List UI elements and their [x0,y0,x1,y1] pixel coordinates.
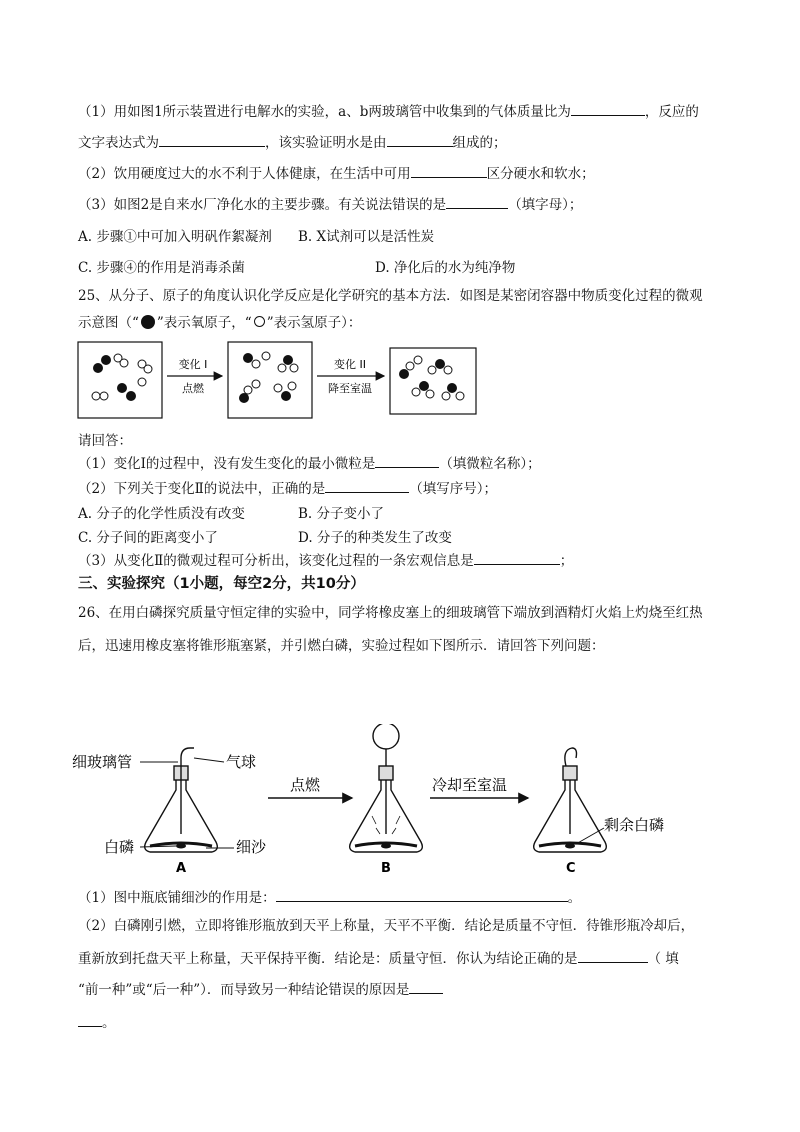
q24-line-1: （1）用如图1所示装置进行电解水的实验，a、b两玻璃管中收集到的气体质量比为 ，反应的 [78,101,699,121]
label-b: B [381,861,391,876]
label-residue: 剩余白磷 [604,816,665,834]
label-balloon: 气球 [226,753,257,771]
answer-blank[interactable] [78,1012,102,1027]
q26-sub-2-line-4: 。 [78,1012,116,1032]
q25-sub-2: （2）下列关于变化Ⅱ的说法中，正确的是 （填写序号）； [78,478,497,498]
q26-sub-1: （1）图中瓶底铺细沙的作用是： 。 [78,887,581,907]
arrow-cool-label: 冷却至室温 [432,776,508,794]
q24-line-3: （2）饮用硬度过大的水不利于人体健康，在生活中可用 区分硬水和软水； [78,163,595,183]
q25-answer-prompt: 请回答： [78,433,132,449]
q26-stem-line-1: 26、在用白磷探究质量守恒定律的实验中，同学将橡皮塞上的细玻璃管下端放到酒精灯火焰上灼烧至红热 [78,605,703,621]
q24-line-4: （3）如图2是自来水厂净化水的主要步骤。有关说法错误的是 （填字母）； [78,194,582,214]
q24-option-b: B. X试剂可以是活性炭 [298,229,435,245]
arrow-ignite-label: 点燃 [290,776,321,794]
q25-stem-line-1: 25、从分子、原子的角度认识化学反应是化学研究的基本方法．如图是某密闭容器中物质变化过程的微观 [78,288,703,304]
q26-sub-2-line-2: 重新放到托盘天平上称量，天平保持平衡．结论是：质量守恒．你认为结论正确的是 （ 填 [78,948,679,968]
answer-blank[interactable] [446,194,508,209]
answer-blank[interactable] [474,550,560,565]
arrow2-label-bottom: 降至室温 [328,382,372,395]
label-c: C [566,861,576,876]
hydrogen-atom-icon [254,316,265,327]
arrow1-label-top: 变化 I [178,358,208,371]
answer-blank[interactable] [387,132,453,147]
section-heading: 三、实验探究（1小题，每空2分，共10分） [78,576,365,592]
q26-stem-line-2: 后，迅速用橡皮塞将锥形瓶塞紧，并引燃白磷，实验过程如下图所示．请回答下列问题： [78,638,605,654]
q25-option-a: A. 分子的化学性质没有改变 [78,506,245,522]
q24-option-d: D. 净化后的水为纯净物 [375,260,516,276]
q26-sub-2-line-1: （2）白磷刚引燃，立即将锥形瓶放到天平上称量，天平不平衡．结论是质量不守恒．待锥形瓶冷却后， [78,918,695,934]
answer-blank[interactable] [571,101,645,116]
q24-option-a: A. 步骤①中可加入明矾作絮凝剂 [78,229,272,245]
answer-blank[interactable] [409,979,443,994]
flask-b [350,724,423,852]
q25-option-c: C. 分子间的距离变小了 [78,530,218,546]
answer-blank[interactable] [159,132,265,147]
answer-blank[interactable] [411,163,487,178]
microscopic-process-diagram [0,338,800,428]
state-box-1 [78,342,162,418]
label-a: A [176,861,187,876]
q25-sub-1: （1）变化Ⅰ的过程中，没有发生变化的最小微粒是 （填微粒名称）； [78,453,541,473]
arrow2-label-top: 变化 II [334,358,366,371]
q25-sub-3: （3）从变化Ⅱ的微观过程可分析出，该变化过程的一条宏观信息是 ； [78,550,573,570]
q25-option-d: D. 分子的种类发生了改变 [298,530,452,546]
answer-blank[interactable] [325,478,409,493]
answer-blank[interactable] [276,887,568,902]
experiment-diagram [0,724,800,884]
arrow1-label-bottom: 点燃 [182,382,204,395]
q25-option-b: B. 分子变小了 [298,506,385,522]
flask-c [534,748,607,852]
label-sand: 细沙 [236,838,267,856]
answer-blank[interactable] [375,453,439,468]
q24-option-c: C. 步骤④的作用是消毒杀菌 [78,260,245,276]
flask-a [145,748,218,852]
oxygen-atom-icon [141,315,155,329]
label-tube: 细玻璃管 [72,753,133,771]
q26-sub-2-line-3: “前一种”或“后一种”）．而导致另一种结论错误的原因是 [78,979,443,999]
q25-stem-line-2: 示意图（“ ”表示氧原子，“ ”表示氢原子）： [78,315,362,331]
answer-blank[interactable] [578,948,648,963]
label-phosphorus: 白磷 [104,838,135,856]
state-box-3 [390,348,476,414]
state-box-2 [228,342,312,418]
q24-line-2: 文字表达式为 ，该实验证明水是由 组成的； [78,132,507,152]
